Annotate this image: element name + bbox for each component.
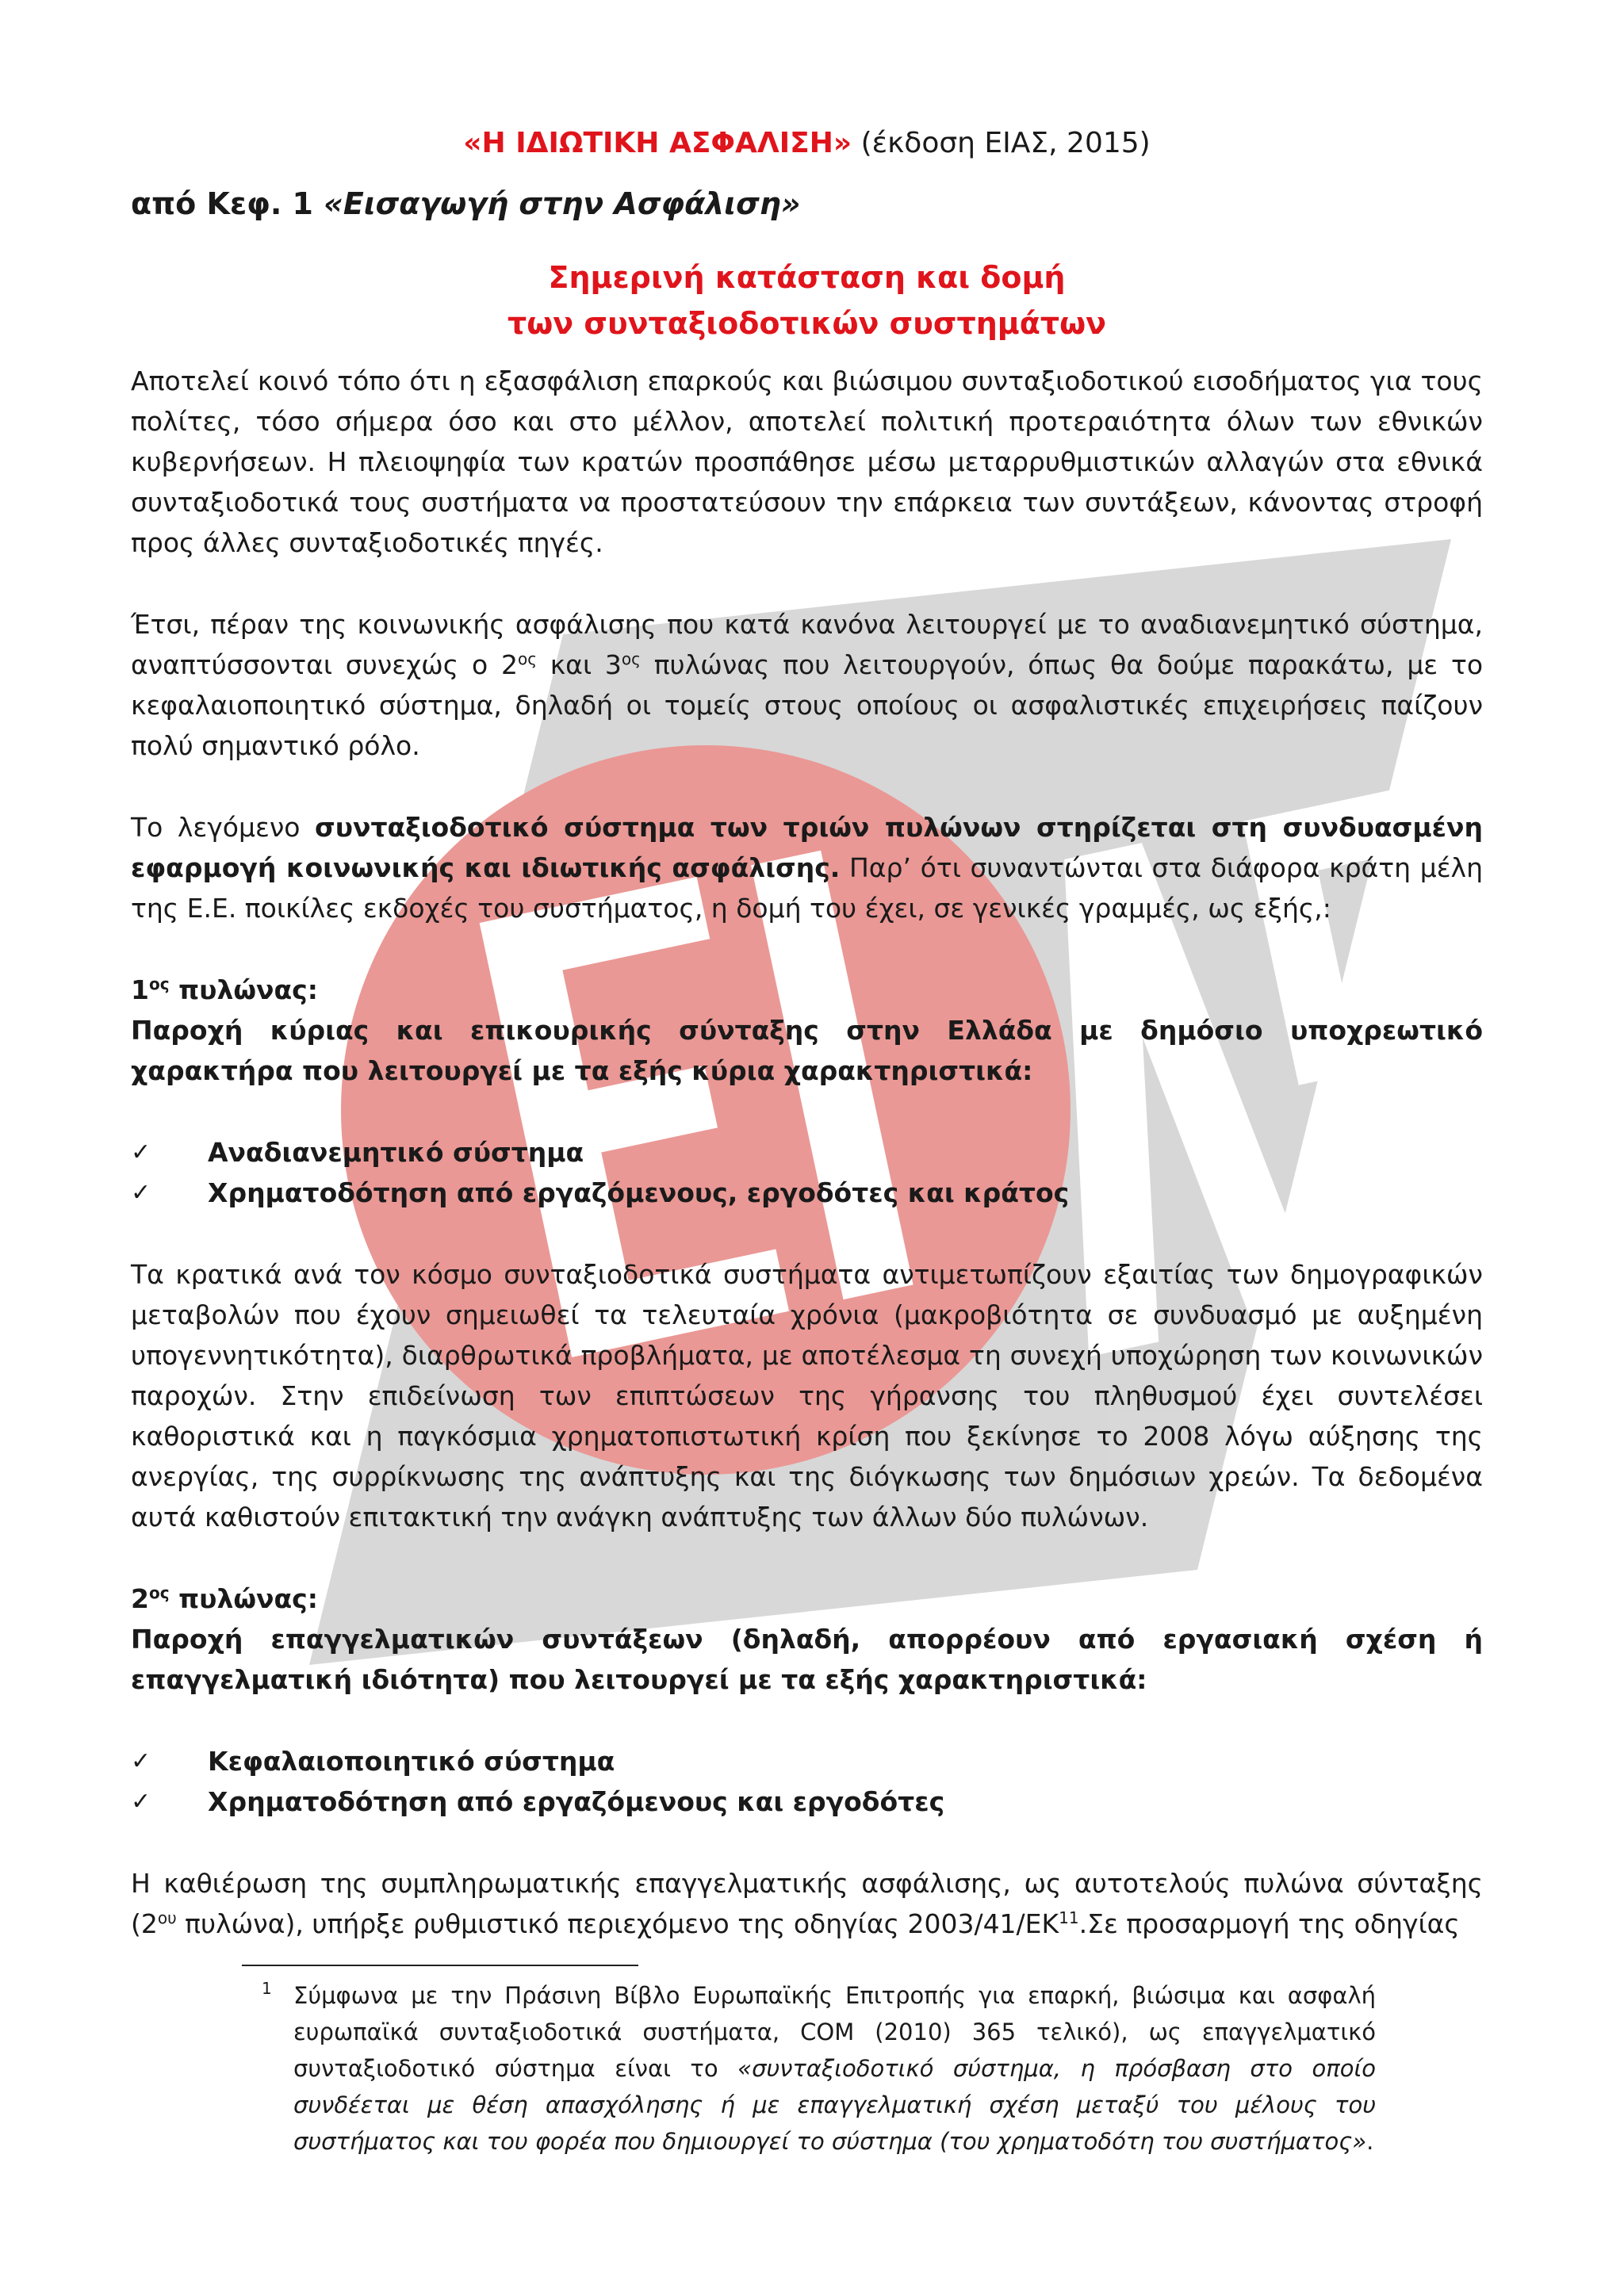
list-item xyxy=(131,1781,1483,1822)
list-item xyxy=(131,1132,1483,1173)
pillar-label-text: πυλώνας: xyxy=(169,1583,318,1614)
pillar1-description: Παροχή κύριας και επικουρικής σύνταξης στην Ελλάδα με δημόσιο υποχρεωτικό χαρακτήρα που λειτουργεί με τα εξής κύρια χαρακτηριστικά: xyxy=(131,1015,1483,1086)
check-icon: ✓ xyxy=(131,1179,151,1207)
list-item-text: Χρηματοδότηση από εργαζόμενους, εργοδότες και κράτος xyxy=(208,1177,1070,1208)
pillar2-features-list xyxy=(131,1741,1483,1822)
chapter-name: «Εισαγωγή στην Ασφάλιση» xyxy=(324,186,801,221)
check-icon: ✓ xyxy=(131,1747,151,1775)
pillar-number: 1 xyxy=(131,974,149,1005)
check-icon: ✓ xyxy=(131,1788,151,1816)
footnote: 1 Σύμφωνα με την Πράσινη Βίβλο Ευρωπαϊκής Επιτροπής για επαρκή, βιώσιμα και ασφαλή ευρωπαϊκά συνταξιοδοτικά συστήματα, COM (2010) 365 τελικό), ως επαγγελματικό συνταξιοδοτικό σύστημα είναι το «συνταξιοδοτικό σύστημα, η πρόσβαση στο οποίο συνδέεται με θέση απασχόλησης ή με επαγγελματική σχέση μεταξύ του μέλους του συστήματος και του φορέα που δημιουργεί το σύστημα (του χρηματοδότη του συστήματος». xyxy=(262,1977,1376,2160)
superscript: ου xyxy=(157,1908,177,1927)
paragraph-text: Έτσι, πέραν της κοινωνικής ασφάλισης που κατά κανόνα λειτουργεί με το αναδιανεμητικό σύστημα, αναπτύσσονται συνεχώς ο 2 xyxy=(131,609,1483,680)
pillar-number: 2 xyxy=(131,1583,149,1614)
paragraph-text: Το λεγόμενο xyxy=(131,812,315,843)
footnote-text-end: . xyxy=(1366,2128,1374,2155)
footnote-text-italic: «συνταξιοδοτικό σύστημα, η πρόσβαση στο οποίο συνδέεται με θέση απασχόλησης ή με επαγγελματική σχέση μεταξύ του μέλους του συστήματος και του φορέα που δημιουργεί το σύστημα (του χρηματοδότη του συστήματος» xyxy=(293,2055,1377,2155)
document-header xyxy=(131,127,1483,159)
paragraph-three-pillar-system xyxy=(131,807,1483,928)
list-item xyxy=(131,1173,1483,1213)
paragraph-text: πυλώνας που λειτουργούν, όπως θα δούμε παρακάτω, με το κεφαλαιοποιητικό σύστημα, δηλαδή οι τομείς στους οποίους οι ασφαλιστικές επιχειρήσεις παίζουν πολύ σημαντικό ρόλο. xyxy=(131,649,1484,761)
document-content xyxy=(131,127,1483,1985)
footnote-text xyxy=(262,1977,1376,2160)
paragraph-text: Παρ’ ότι συναντώνται στα διάφορα κράτη μέλη της Ε.Ε. ποικίλες εκδοχές του συστήματος, η δομή του έχει, σε γενικές γραμμές, ως εξής,: xyxy=(131,852,1483,924)
paragraph-state-systems: Τα κρατικά ανά τον κόσμο συνταξιοδοτικά συστήματα αντιμετωπίζουν εξαιτίας των δημογραφικών μεταβολών που έχουν σημειωθεί τα τελευταία χρόνια (μακροβιότητα σε συνδυασμό με αυξημένη υπογεννητικότητα), διαρθρωτικά προβλήματα, με αποτέλεσμα τη συνεχή υποχώρηση των κοινωνικών παροχών. Στην επιδείνωση των επιπτώσεων της γήρανσης του πληθυσμού έχει συντελέσει καθοριστικά και η παγκόσμια χρηματοπιστωτική κρίση που ξεκίνησε το 2008 λόγω αύξησης της ανεργίας, της συρρίκνωσης της ανάπτυξης και της διόγκωσης των δημόσιων χρεών. Τα δεδομένα αυτά καθιστούν επιτακτική την ανάγκη ανάπτυξης των άλλων δύο πυλώνων. xyxy=(131,1259,1483,1533)
footnote-reference: 11 xyxy=(1059,1908,1079,1927)
paragraph-bold-text: συνταξιοδοτικό σύστημα των τριών πυλώνων στηρίζεται στη συνδυασμένη εφαρμογή κοινωνικής και ιδιωτικής ασφάλισης. xyxy=(131,812,1483,883)
pillar-label-text: πυλώνας: xyxy=(169,974,318,1005)
pillar2-description: Παροχή επαγγελματικών συντάξεων (δηλαδή, απορρέουν από εργασιακή σχέση ή επαγγελματική ιδιότητα) που λειτουργεί με τα εξής χαρακτηριστικά: xyxy=(131,1624,1483,1695)
chapter-prefix: από Κεφ. 1 xyxy=(131,186,313,221)
footnote-divider xyxy=(242,1965,638,1966)
document-edition: (έκδοση ΕΙΑΣ, 2015) xyxy=(860,127,1151,159)
paragraph-intro: Αποτελεί κοινό τόπο ότι η εξασφάλιση επαρκούς και βιώσιμου συνταξιοδοτικού εισοδήματος για τους πολίτες, τόσο σήμερα όσο και στο μέλλον, αποτελεί πολιτική προτεραιότητα όλων των εθνικών κυβερνήσεων. Η πλειοψηφία των κρατών προσπάθησε μέσω μεταρρυθμιστικών αλλαγών στα εθνικά συνταξιοδοτικά τους συστήματα να προστατεύσουν την επάρκεια των συντάξεων, κάνοντας στροφή προς άλλες συνταξιοδοτικές πηγές. xyxy=(131,365,1483,558)
footnote-text-plain: Σύμφωνα με την Πράσινη Βίβλο Ευρωπαϊκής Επιτροπής για επαρκή, βιώσιμα και ασφαλή ευρωπαϊκά συνταξιοδοτικά συστήματα, COM (2010) 365 τελικό), ως επαγγελματικό συνταξιοδοτικό σύστημα είναι το xyxy=(293,1982,1376,2082)
pillar1-label xyxy=(131,970,1483,1010)
superscript: ος xyxy=(517,649,537,668)
list-item-text: Χρηματοδότηση από εργαζόμενους και εργοδότες xyxy=(208,1786,945,1817)
chapter-heading xyxy=(131,186,1483,221)
paragraph-occupational-insurance xyxy=(131,1863,1483,1944)
superscript: ος xyxy=(148,974,170,993)
list-item xyxy=(131,1741,1483,1781)
paragraph-text: πυλώνα), υπήρξε ρυθμιστικό περιεχόμενο της οδηγίας 2003/41/ΕΚ xyxy=(176,1908,1059,1939)
paragraph-text: Η καθιέρωση της συμπληρωματικής επαγγελματικής ασφάλισης, ως αυτοτελούς πυλώνα σύνταξης (2 xyxy=(131,1868,1483,1939)
list-item-text: Κεφαλαιοποιητικό σύστημα xyxy=(208,1746,615,1777)
list-item-text: Αναδιανεμητικό σύστημα xyxy=(208,1137,584,1168)
pillar1-features-list xyxy=(131,1132,1483,1213)
paragraph-text: .Σε προσαρμογή της οδηγίας xyxy=(1078,1908,1460,1939)
superscript: ος xyxy=(148,1583,170,1602)
pillar2-label xyxy=(131,1578,1483,1619)
paragraph-text: και 3 xyxy=(536,649,622,680)
section-title-line2: των συνταξιοδοτικών συστημάτων xyxy=(507,306,1107,341)
document-title: «Η ΙΔΙΩΤΙΚΗ ΑΣΦΑΛΙΣΗ» xyxy=(463,127,852,159)
section-title-line1: Σημερινή κατάσταση και δομή xyxy=(548,260,1066,295)
check-icon: ✓ xyxy=(131,1138,151,1166)
section-title xyxy=(131,254,1483,346)
paragraph-pillars-overview xyxy=(131,604,1483,766)
superscript: ος xyxy=(621,649,641,668)
